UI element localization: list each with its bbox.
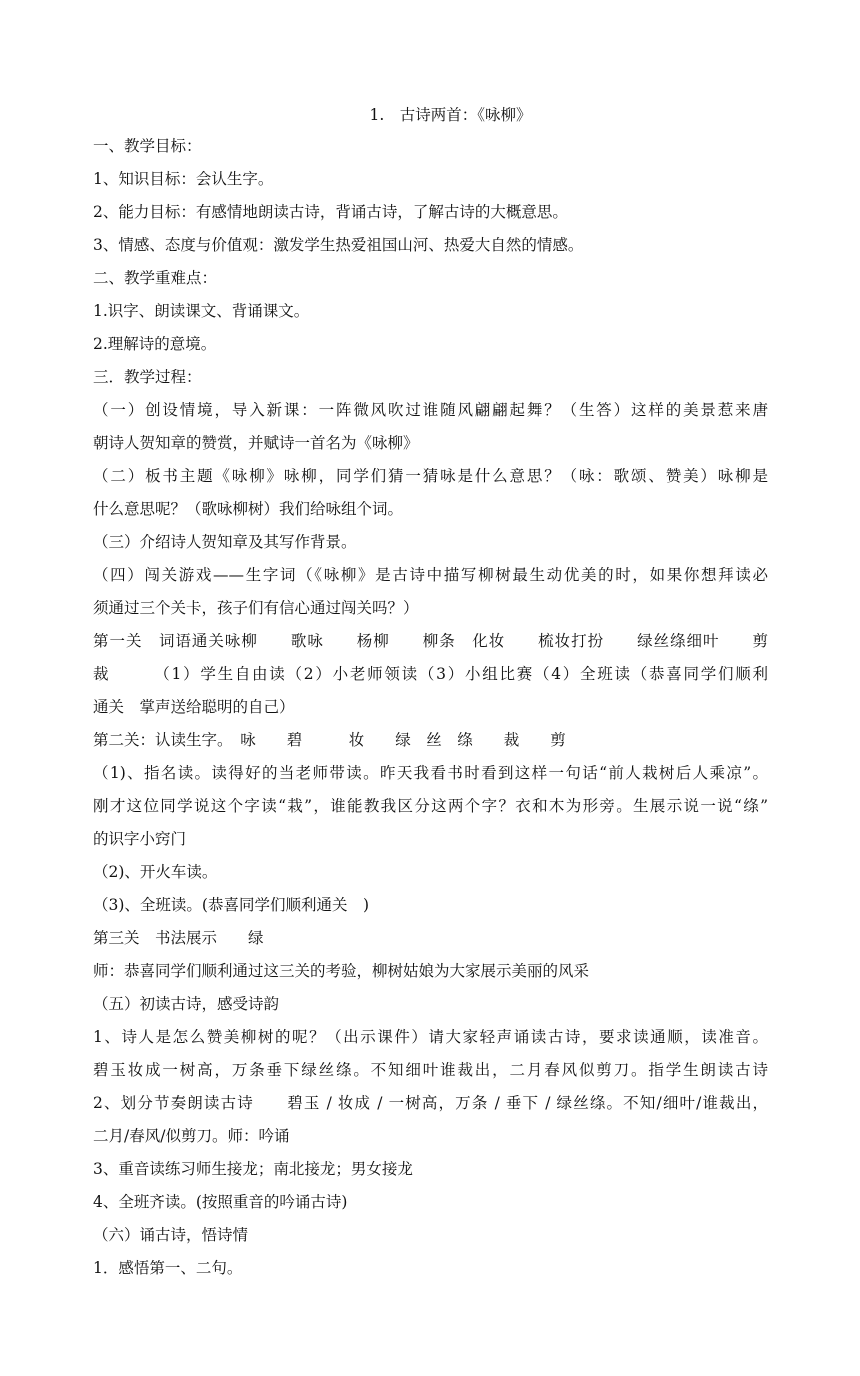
document-title: 1. 古诗两首：《咏柳》 <box>369 106 532 124</box>
text-line: （四）闯关游戏——生字词（《咏柳》是古诗中描写柳树最生动优美的时，如果你想拜读必 <box>93 566 768 584</box>
text-line: （1)、指名读。读得好的当老师带读。昨天我看书时看到这样一句话“前人栽树后人乘凉”。 <box>93 764 768 782</box>
text-line: （五）初读古诗，感受诗韵 <box>93 995 280 1013</box>
text-line: 裁 （1）学生自由读（2）小老师领读（3）小组比赛（4）全班读（恭喜同学们顺利 <box>93 665 768 683</box>
text-line: 什么意思呢？（歌咏柳树）我们给咏组个词。 <box>93 500 404 518</box>
text-line: 朝诗人贺知章的赞赏，并赋诗一首名为《咏柳》 <box>93 434 419 452</box>
text-line: 1．感悟第一、二句。 <box>93 1259 243 1277</box>
text-line: 二月/春风/似剪刀。师：吟诵 <box>93 1127 290 1145</box>
text-line: （一）创设情境，导入新课：一阵微风吹过谁随风翩翩起舞？（生答）这样的美景惹来唐 <box>93 401 768 419</box>
text-line: 第一关 词语通关咏柳 歌咏 杨柳 柳条 化妆 梳妆打扮 绿丝绦细叶 剪 <box>93 632 768 650</box>
text-line: 刚才这位同学说这个字读“栽”，谁能教我区分这两个字？衣和木为形旁。生展示说一说“绦” <box>93 797 768 815</box>
text-line: 2.理解诗的意境。 <box>93 335 217 353</box>
text-line: 的识字小窍门 <box>93 830 187 848</box>
text-line: 三．教学过程： <box>93 368 202 386</box>
text-line: 第三关 书法展示 绿 <box>93 929 264 947</box>
document-body <box>93 100 768 1285</box>
text-line: 一、教学目标： <box>93 137 202 155</box>
text-line: 1.识字、朗读课文、背诵课文。 <box>93 302 310 320</box>
text-line: 3、情感、态度与价值观：激发学生热爱祖国山河、热爱大自然的情感。 <box>93 236 584 254</box>
text-line: （二）板书主题《咏柳》咏柳，同学们猜一猜咏是什么意思？（咏：歌颂、赞美）咏柳是 <box>93 467 768 485</box>
text-line: 2、划分节奏朗读古诗 碧玉 / 妆成 / 一树高，万条 / 垂下 / 绿丝绦。不知/细叶/谁裁出， <box>93 1094 768 1112</box>
text-line: 1、知识目标：会认生字。 <box>93 170 274 188</box>
text-line: （2)、开火车读。 <box>93 863 218 881</box>
text-line: 须通过三个关卡，孩子们有信心通过闯关吗？） <box>93 599 419 617</box>
text-line: 第二关：认读生字。 咏 碧 妆 绿 丝 绦 裁 剪 <box>93 731 566 749</box>
text-line: 二、教学重难点： <box>93 269 218 287</box>
text-line: 4、全班齐读。(按照重音的吟诵古诗) <box>93 1193 348 1211</box>
text-line: 3、重音读练习师生接龙；南北接龙；男女接龙 <box>93 1160 413 1178</box>
text-line: 1、诗人是怎么赞美柳树的呢？（出示课件）请大家轻声诵读古诗，要求读通顺，读准音。 <box>93 1028 768 1046</box>
text-line: 通关 掌声送给聪明的自己） <box>93 698 295 716</box>
text-line: （3)、全班读。(恭喜同学们顺利通关 ) <box>93 896 370 914</box>
text-line: （六）诵古诗，悟诗情 <box>93 1226 249 1244</box>
text-line: 2、能力目标：有感情地朗读古诗，背诵古诗，了解古诗的大概意思。 <box>93 203 568 221</box>
text-line: 师：恭喜同学们顺利通过这三关的考验，柳树姑娘为大家展示美丽的风采 <box>93 962 590 980</box>
text-line: （三）介绍诗人贺知章及其写作背景。 <box>93 533 357 551</box>
text-line: 碧玉妆成一树高，万条垂下绿丝绦。不知细叶谁裁出，二月春风似剪刀。指学生朗读古诗 <box>93 1061 768 1079</box>
